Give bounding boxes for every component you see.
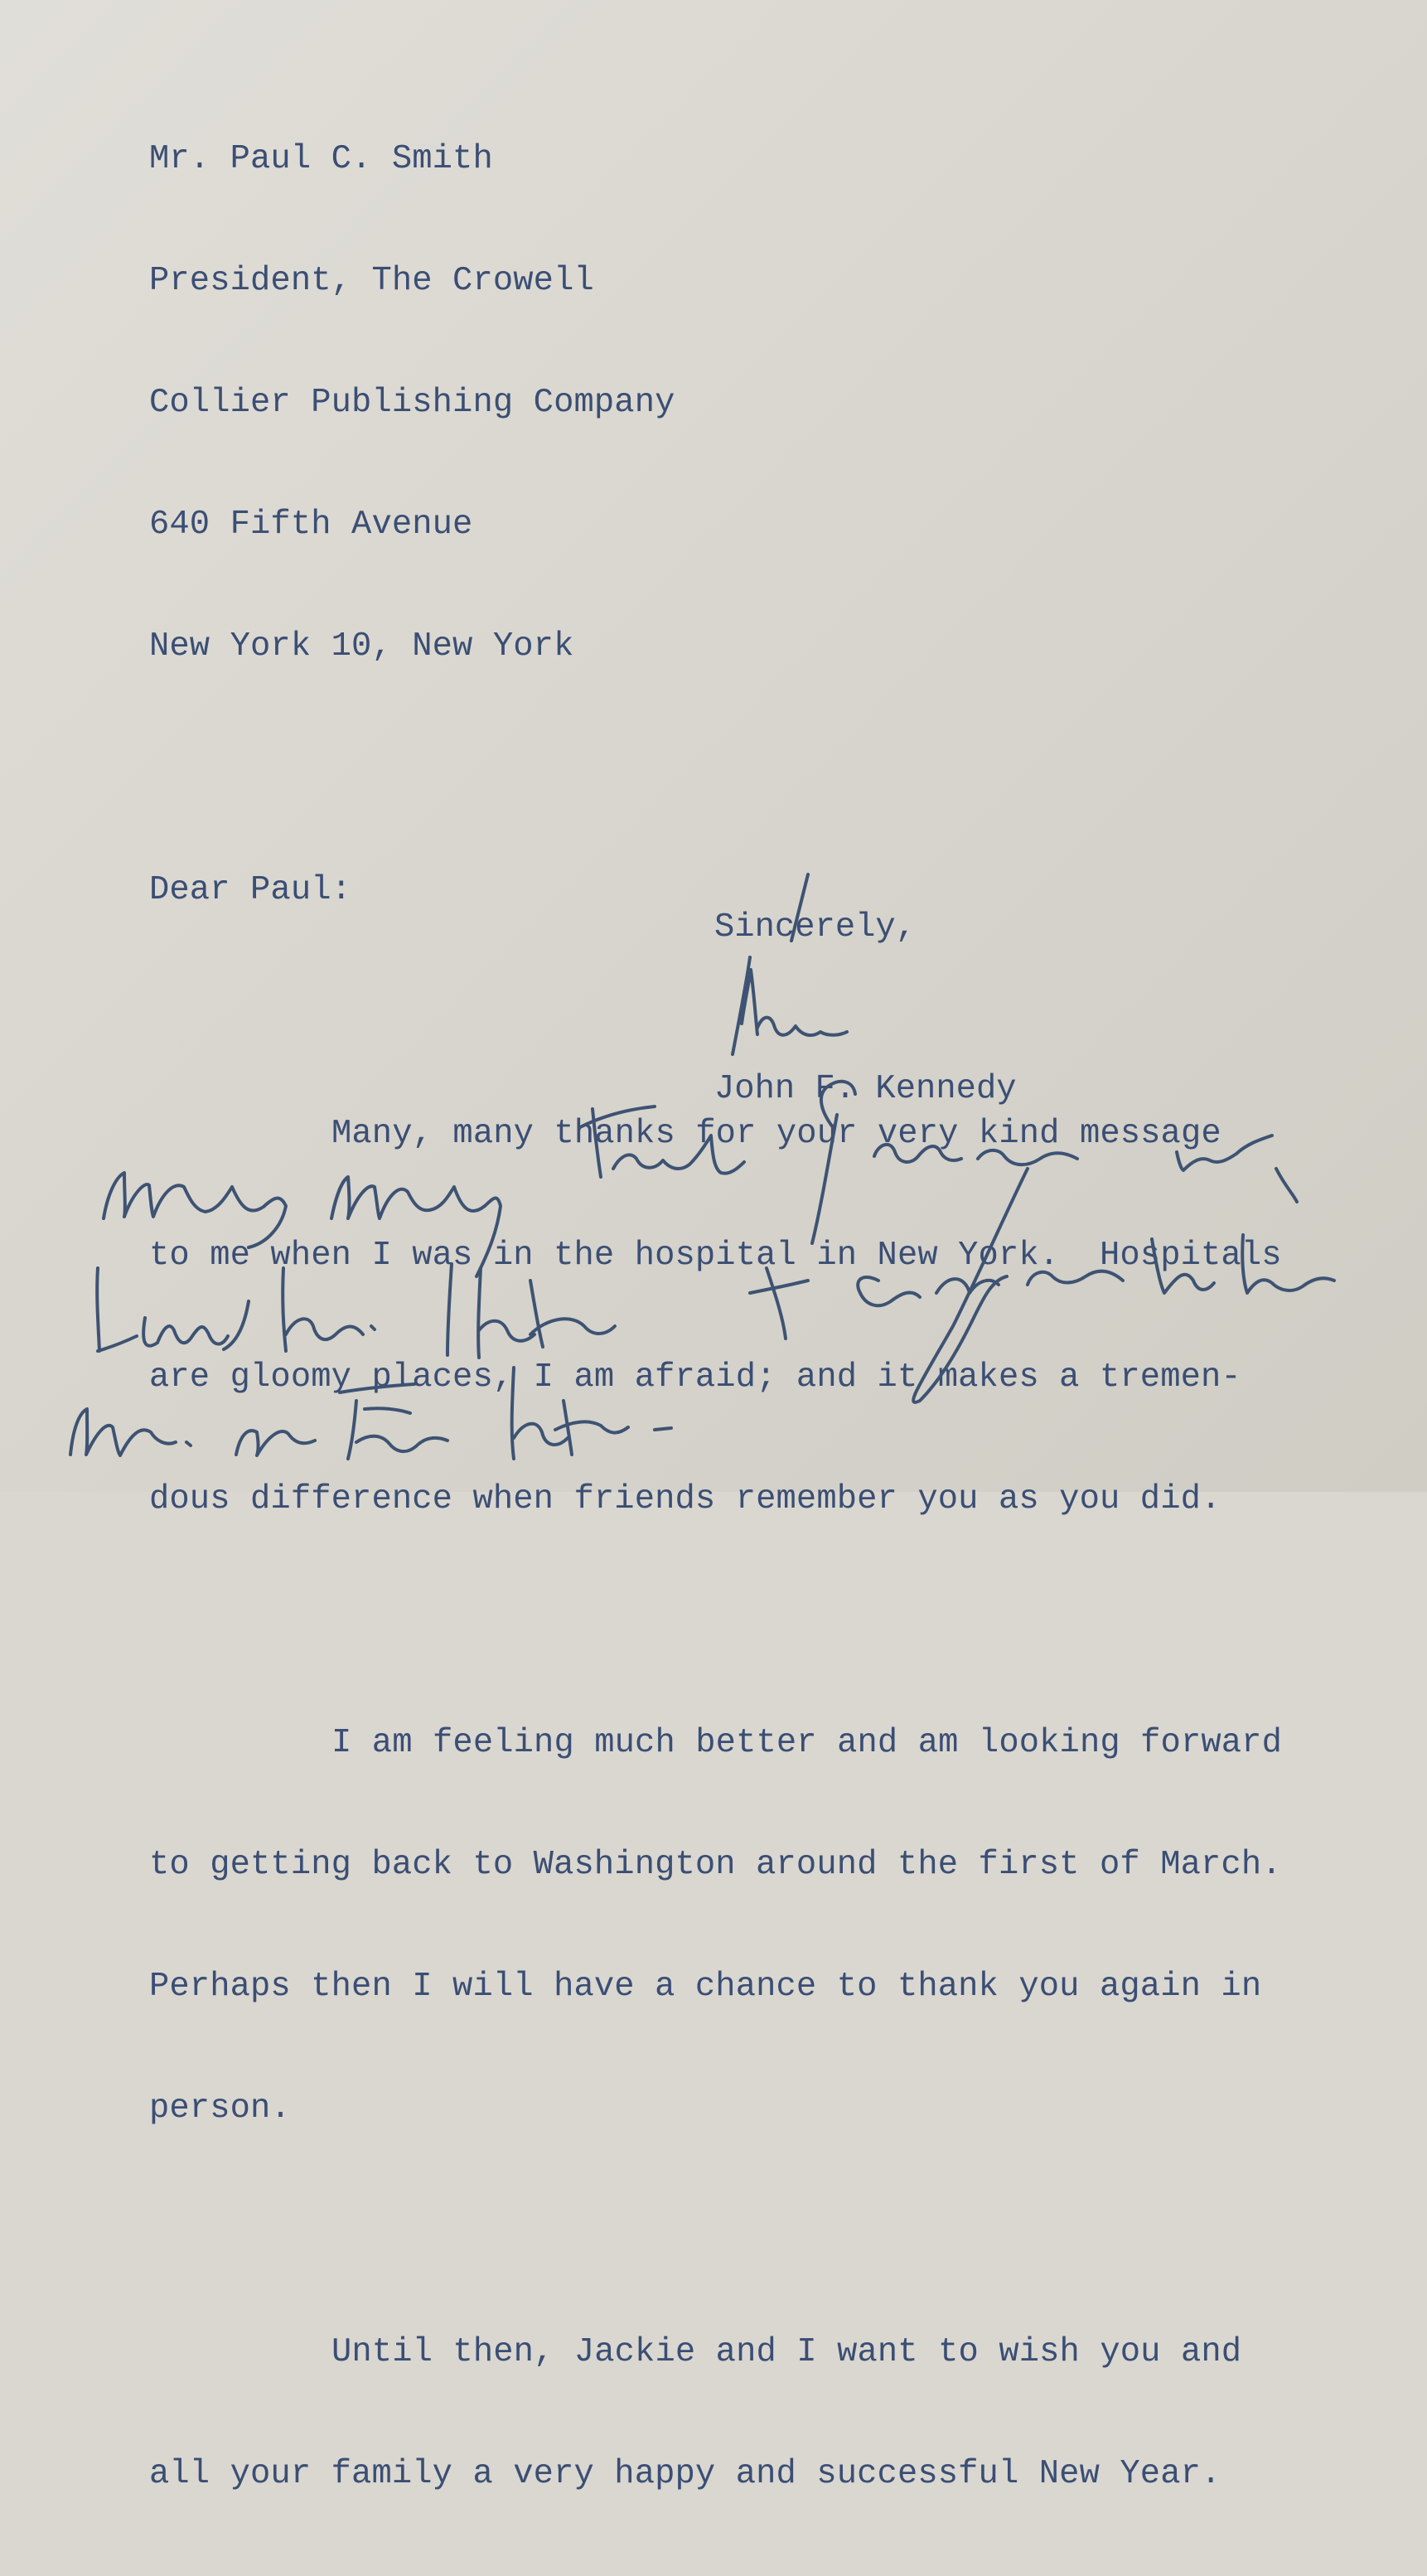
paragraph-2-line-1: I am feeling much better and am looking forward bbox=[331, 1724, 1282, 1762]
paragraph-1-line-2: to me when I was in the hospital in New York. Hospitals bbox=[149, 1237, 1282, 1275]
closing: Sincerely, bbox=[714, 908, 917, 947]
paragraph-2-line-3: Perhaps then I will have a chance to thank you again in bbox=[149, 1968, 1262, 2006]
signature bbox=[733, 874, 847, 1054]
address-line-1: Mr. Paul C. Smith bbox=[149, 140, 493, 178]
signer-name: John F. Kennedy bbox=[714, 1070, 1017, 1108]
paragraph-1-line-3: are gloomy places, I am afraid; and it makes a tremen- bbox=[149, 1358, 1241, 1397]
address-line-4: 640 Fifth Avenue bbox=[149, 506, 473, 544]
salutation: Dear Paul: bbox=[149, 871, 352, 909]
paragraph-1-line-1: Many, many thanks for your very kind message bbox=[331, 1115, 1221, 1153]
paragraph-1-line-4: dous difference when friends remember you as you did. bbox=[149, 1480, 1221, 1518]
paragraph-2-line-2: to getting back to Washington around the first of March. bbox=[149, 1846, 1282, 1884]
address-line-3: Collier Publishing Company bbox=[149, 384, 675, 422]
paragraph-3-line-1: Until then, Jackie and I want to wish you and bbox=[331, 2333, 1242, 2371]
address-line-5: New York 10, New York bbox=[149, 627, 574, 666]
paragraph-2-line-4: person. bbox=[149, 2089, 291, 2128]
paragraph-3-line-2: all your family a very happy and successful New Year. bbox=[149, 2455, 1221, 2493]
handwritten-note bbox=[104, 1082, 1297, 1276]
address-line-2: President, The Crowell bbox=[149, 262, 594, 300]
